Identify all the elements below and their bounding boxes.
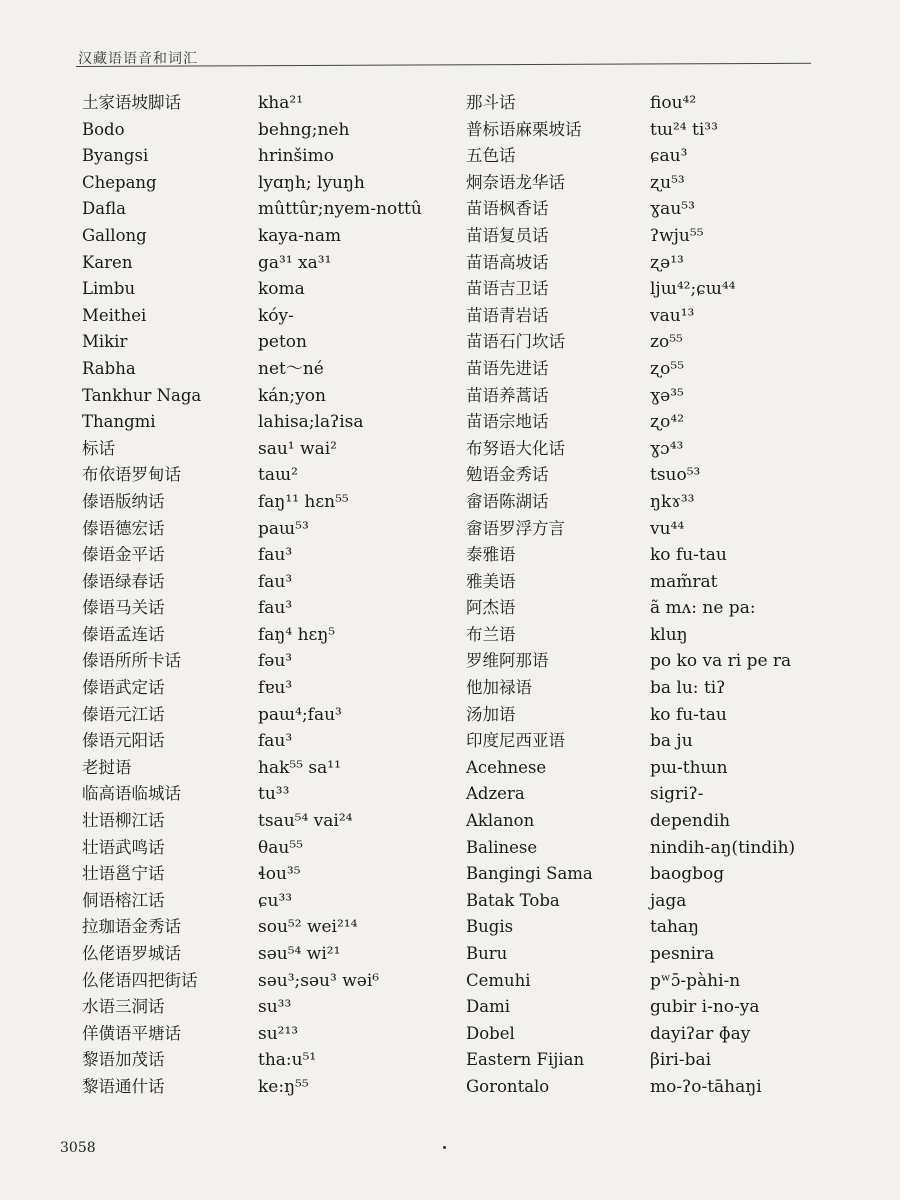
word-form: βiri-bai [650,1050,712,1071]
language-name: 苗语养蒿话 [466,385,549,405]
language-name: 布依语罗甸话 [82,465,181,485]
word-form: vau¹³ [650,305,695,326]
word-form: kluŋ [650,624,688,645]
word-form: pɯ-thɯn [650,757,728,778]
word-form: mam̃rat [650,571,718,592]
word-form: ʐu⁵³ [650,172,685,193]
language-name: Gorontalo [466,1076,550,1096]
language-name: 傣语版纳话 [82,491,165,511]
word-form: ko fu-tau [650,704,727,725]
language-name: 仫佬语罗城话 [82,944,181,963]
word-form: hak⁵⁵ sa¹¹ [258,757,341,778]
word-form: zo⁵⁵ [650,332,683,353]
language-name: 黎语通什话 [82,1076,165,1096]
language-name: 侗语榕江话 [82,890,165,910]
word-form: vu⁴⁴ [650,518,685,539]
language-name: 佯僙语平塘话 [82,1023,181,1043]
word-form: sou⁵² wei²¹⁴ [258,917,358,938]
word-form: ɬou³⁵ [258,864,301,885]
language-name: 土家语坡脚话 [82,93,181,112]
language-name: 泰雅语 [466,545,516,565]
word-form: kha²¹ [258,93,304,113]
language-name: Meithei [82,305,147,325]
language-name: 他加禄语 [466,678,532,698]
language-name: Karen [82,252,133,272]
word-form: ga³¹ xa³¹ [258,252,332,273]
language-name: 汤加语 [466,704,516,724]
language-name: 苗语石门坎话 [466,332,565,352]
language-name: 傣语绿春话 [82,571,165,591]
left-word-column [258,90,458,1101]
word-form: dependih [650,811,731,832]
word-form: ɣə³⁵ [650,385,684,406]
language-name: Acehnese [466,757,547,777]
word-form: ŋkɤ³³ [650,491,695,512]
page-number: 3058 [60,1140,96,1156]
language-name: 拉珈语金秀话 [82,917,181,937]
language-name: 那斗话 [466,93,516,112]
word-form: ʐo⁵⁵ [650,358,685,379]
language-name: 仫佬语四把街话 [82,970,198,990]
word-form: mo-ʔo-tāhaŋi [650,1076,762,1097]
word-form: paɯ⁵³ [258,518,309,539]
language-name: 苗语宗地话 [466,412,549,432]
language-name: Cemuhi [466,970,531,990]
word-form: tu³³ [258,784,290,805]
left-language-column [82,90,257,1101]
language-name: 雅美语 [466,571,516,591]
language-name: 苗语高坡话 [466,252,549,272]
word-form: səu⁵⁴ wi²¹ [258,944,341,964]
language-name: 傣语马关话 [82,598,165,618]
word-form: ɣɔ⁴³ [650,438,684,459]
language-name: Dobel [466,1023,515,1043]
word-form: ljɯ⁴²;ɕɯ⁴⁴ [650,279,736,300]
language-name: 罗维阿那语 [466,651,549,671]
word-form: dayiʔar ɸay [650,1023,751,1044]
language-name: 勉语金秀话 [466,465,549,485]
running-title: 汉藏语语音和词汇 [78,51,198,67]
language-name: 傣语元阳话 [82,731,165,751]
word-form: koma [258,279,305,300]
word-form: səu³;səu³ wəi⁶ [258,970,380,991]
language-name: Byangsi [82,146,149,166]
language-name: Balinese [466,837,538,857]
language-name: Mikir [82,332,128,352]
word-form: faŋ¹¹ hɛn⁵⁵ [258,491,349,512]
language-name: 苗语青岩话 [466,305,549,325]
word-form: θau⁵⁵ [258,837,303,858]
language-name: 阿杰语 [466,598,516,618]
language-name: 壮语柳江话 [82,811,165,831]
word-form: nindih-aŋ(tindih) [650,837,796,858]
language-name: Limbu [82,279,136,299]
language-name: 傣语德宏话 [82,518,165,538]
word-form: tɯ²⁴ ti³³ [650,119,718,140]
language-name: Bodo [82,119,125,139]
language-name: Bugis [466,917,514,937]
language-name: 布兰语 [466,624,516,644]
language-name: 布努语大化话 [466,438,565,458]
word-form: jaga [650,890,687,911]
language-name: Batak Toba [466,890,560,910]
word-form: taɯ² [258,465,298,486]
word-form: ʔwju⁵⁵ [650,225,704,246]
right-word-column [650,90,840,1101]
word-form: behng;neh [258,119,350,140]
right-language-column [466,90,646,1101]
language-name: Eastern Fijian [466,1050,585,1070]
language-name: Bangingi Sama [466,864,593,884]
word-form: peton [258,332,307,353]
word-form: fiou⁴² [650,93,697,113]
language-name: Buru [466,944,508,963]
language-name: 傣语武定话 [82,678,165,698]
language-name: 苗语吉卫话 [466,279,549,299]
word-form: tsau⁵⁴ vai²⁴ [258,811,353,832]
word-form: ʐo⁴² [650,412,685,433]
language-name: 普标语麻栗坡话 [466,119,582,139]
language-name: Adzera [466,784,525,804]
language-name: Dafla [82,199,126,219]
word-form: lyɑŋh; lyuŋh [258,172,365,193]
word-form: fau³ [258,545,293,566]
language-name: 傣语金平话 [82,545,165,565]
language-name: 印度尼西亚语 [466,731,565,751]
language-name: 水语三洞话 [82,997,165,1017]
language-name: Tankhur Naga [82,385,202,405]
word-form: net～né [258,358,324,379]
language-name: 临高语临城话 [82,784,181,804]
language-name: 傣语元江话 [82,704,165,724]
word-form: pʷɔ̄-pàhi-n [650,970,741,991]
word-form: kóy- [258,305,294,326]
word-form: tha:u⁵¹ [258,1050,317,1071]
word-form: sau¹ wai² [258,438,337,459]
word-form: pesnira [650,944,715,964]
word-form: fau³ [258,571,293,592]
language-name: 老挝语 [82,757,132,777]
word-form: fɐu³ [258,678,293,699]
language-name: Dami [466,997,510,1017]
word-form: hrinšimo [258,146,334,167]
language-name: 苗语复员话 [466,225,549,245]
word-form: kán;yon [258,385,326,406]
word-form: tahaŋ [650,917,699,938]
word-form: lahisa;laʔisa [258,412,364,433]
word-form: mûttûr;nyem-nottû [258,199,422,220]
word-form: ba lu: tiʔ [650,678,726,699]
word-form: tsuo⁵³ [650,465,701,486]
language-name: 傣语孟连话 [82,624,165,644]
word-form: fau³ [258,731,293,752]
word-form: ke:ŋ⁵⁵ [258,1076,309,1097]
word-form: faŋ⁴ hɛŋ⁵ [258,624,336,645]
word-form: paɯ⁴;fau³ [258,704,342,725]
language-name: 黎语加茂话 [82,1050,165,1070]
word-form: fau³ [258,598,293,619]
word-form: ko fu-tau [650,545,727,566]
word-form: ʐə¹³ [650,252,684,273]
language-name: 壮语武鸣话 [82,837,165,857]
word-form: ɕu³³ [258,890,293,911]
word-form: baogbog [650,864,725,885]
word-form: kaya-nam [258,225,342,246]
word-form: ã mʌ: ne pa: [650,598,756,619]
word-form: fəu³ [258,651,293,672]
language-name: 苗语先进话 [466,358,549,378]
word-form: po ko va ri pe ra [650,651,792,672]
stray-dot [443,1146,446,1149]
language-name: 壮语邕宁话 [82,864,165,884]
language-name: Thangmi [82,412,156,432]
language-name: 标话 [82,438,115,458]
word-form: ba ju [650,731,693,752]
word-form: sigriʔ- [650,784,704,805]
language-name: Rabha [82,358,136,378]
word-form: gubir i-no-ya [650,997,760,1018]
word-form: ɕau³ [650,146,688,167]
word-form: ɣau⁵³ [650,199,695,220]
language-name: Chepang [82,172,157,192]
language-name: 畲语陈湖话 [466,491,549,511]
language-name: 傣语所所卡话 [82,651,181,671]
language-name: 五色话 [466,146,516,166]
word-form: su²¹³ [258,1023,299,1044]
language-name: 畲语罗浮方言 [466,518,565,538]
language-name: 炯奈语龙华话 [466,172,565,192]
language-name: 苗语枫香话 [466,199,549,219]
language-name: Aklanon [466,811,535,831]
word-form: su³³ [258,997,292,1018]
language-name: Gallong [82,225,147,245]
